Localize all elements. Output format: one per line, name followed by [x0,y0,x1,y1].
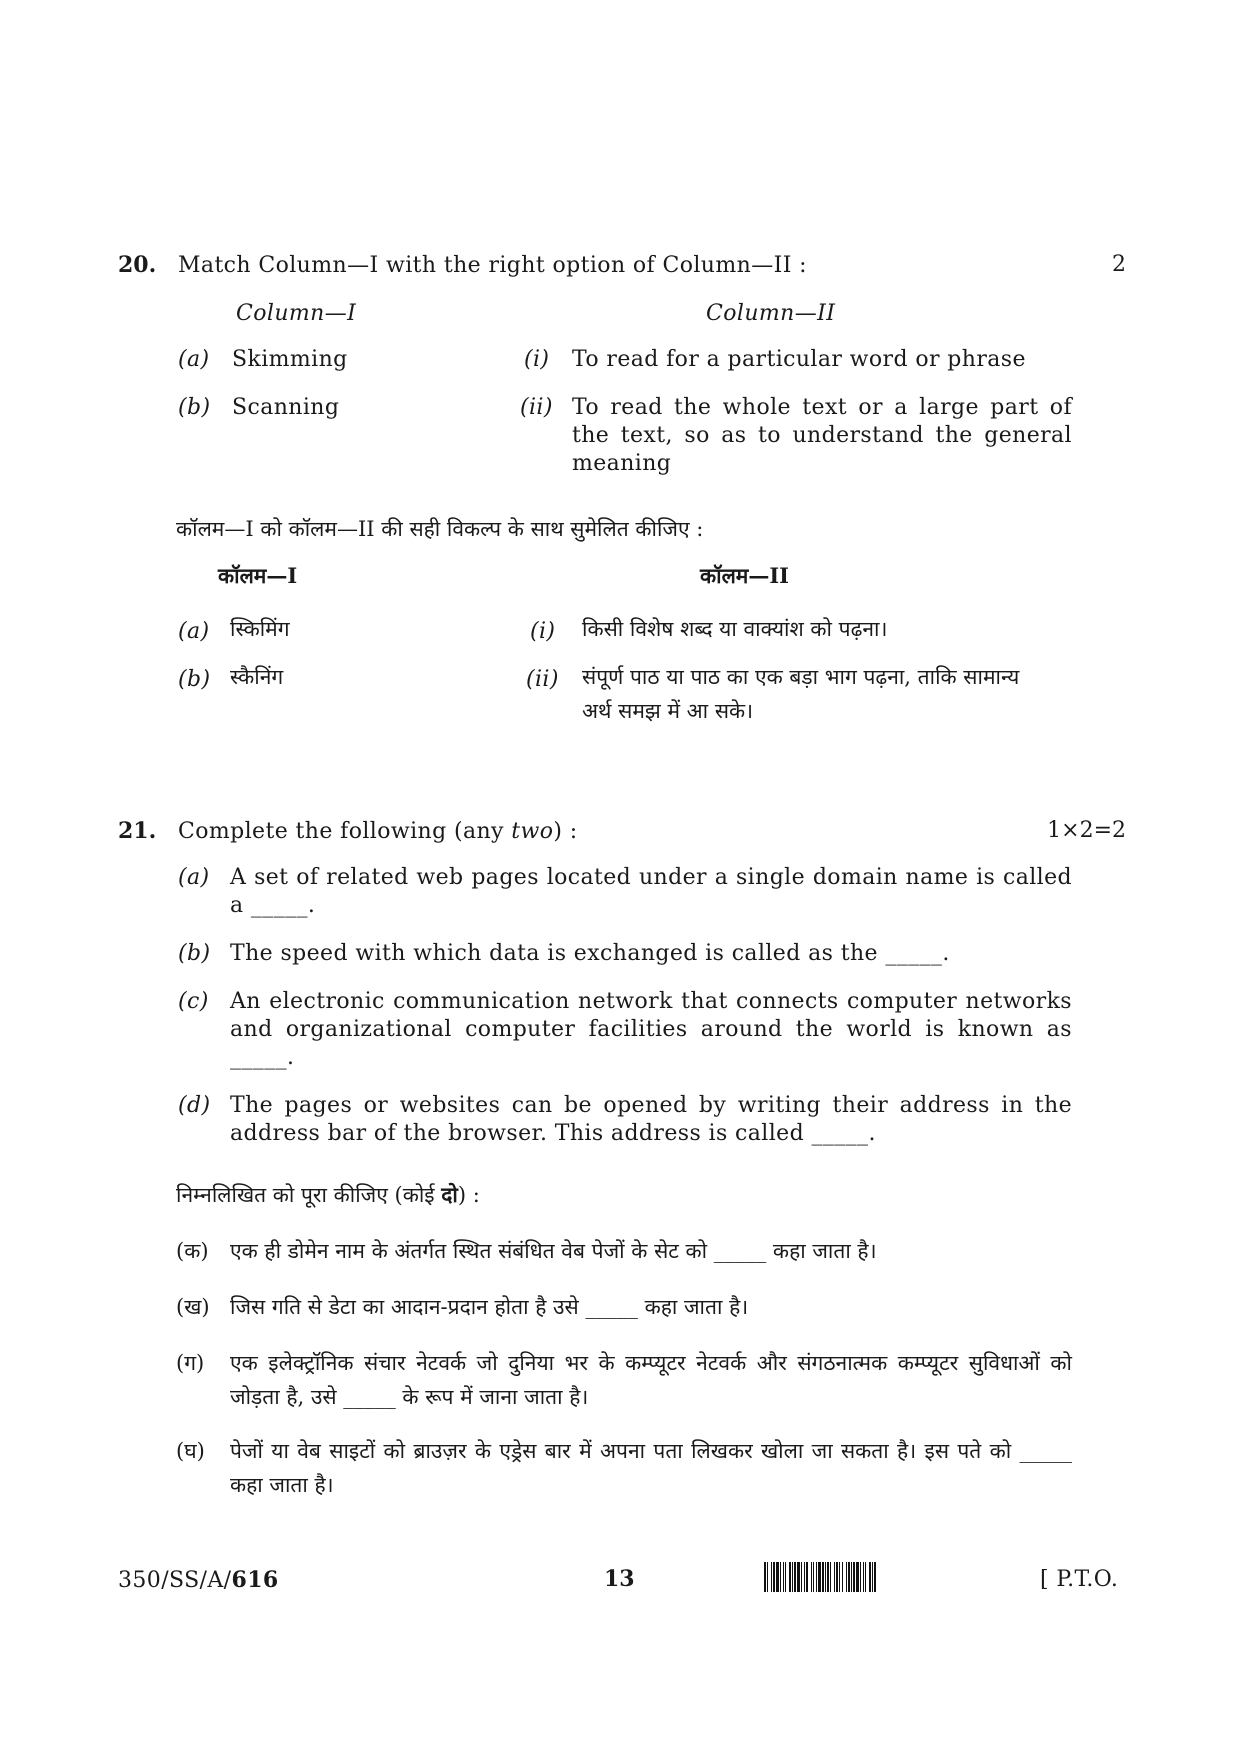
column-2-header: Column—II [706,301,836,326]
row-a-term: Skimming [232,347,348,372]
hindi-item-gha-label: (घ) [176,1439,205,1463]
hindi-row-b-option-label: (ii) [526,667,559,692]
row-b-option: To read the whole text or a large part of the text, so as to understand the general meaning [572,395,1072,476]
item-a-label: (a) [178,865,210,890]
question-21-marks: 1×2=2 [1047,818,1126,843]
hindi-row-b-option: संपूर्ण पाठ या पाठ का एक बड़ा भाग पढ़ना, ताकि सामान्य अर्थ समझ में आ सके। [582,665,1020,723]
question-number-21: 21. [118,818,157,844]
item-d-text: The pages or websites can be opened by writing their address in the address bar of the browser. This address is called _____. [230,1093,1072,1146]
hindi-column-2-header: कॉलम—II [700,563,790,588]
hindi-item-kha-text: जिस गति से डेटा का आदान-प्रदान होता है उसे _____ कहा जाता है। [230,1295,749,1319]
hindi-item-ga-text: एक इलेक्ट्रॉनिक संचार नेटवर्क जो दुनिया भर के कम्प्यूटर नेटवर्क और संगठनात्मक कम्प्यूटर सुविधाओं को जोड़ता है, उसे _____ के रूप में जाना जाता है। [230,1351,1072,1409]
row-a-label: (a) [178,347,210,372]
hindi-column-1-header: कॉलम—I [218,563,298,588]
hindi-item-ka-label: (क) [176,1239,209,1263]
hindi-item-kha-label: (ख) [176,1295,210,1319]
column-1-header: Column—I [236,301,357,326]
hindi-row-a-term: स्किमिंग [230,617,290,641]
hindi-item-ka-text: एक ही डोमेन नाम के अंतर्गत स्थित संबंधित वेब पेजों के सेट को _____ कहा जाता है। [230,1239,877,1263]
item-c-text: An electronic communication network that connects computer networks and organizational computer facilities around the world is known as _____. [230,989,1072,1070]
item-d-label: (d) [178,1093,211,1118]
hindi-row-a-option: किसी विशेष शब्द या वाक्यांश को पढ़ना। [582,617,888,641]
question-21-prompt: Complete the following (any two) : [178,819,578,844]
row-a-option-label: (i) [524,347,550,372]
page-number: 13 [604,1566,635,1592]
question-21-hindi-prompt: निम्नलिखित को पूरा कीजिए (कोई दो) : [176,1182,480,1207]
item-b-label: (b) [178,941,211,966]
question-20-prompt: Match Column—I with the right option of Column—II : [178,253,807,278]
question-number-20: 20. [118,252,157,278]
hindi-row-b-term: स्कैनिंग [230,665,284,689]
hindi-item-gha-text: पेजों या वेब साइटों को ब्राउज़र के एड्रेस बार में अपना पता लिखकर खोला जा सकता है। इस पते को _____ कहा जाता है। [230,1439,1072,1497]
hindi-row-a-option-label: (i) [530,619,556,644]
question-20-marks: 2 [1112,252,1126,277]
question-20-hindi-prompt: कॉलम—I को कॉलम—II की सही विकल्प के साथ सुमेलित कीजिए : [176,517,704,541]
barcode [764,1562,1024,1592]
row-b-option-label: (ii) [520,395,553,420]
paper-code: 350/SS/A/616 [118,1567,279,1593]
hindi-row-b-label: (b) [178,667,211,692]
row-b-label: (b) [178,395,211,420]
pto-label: [ P.T.O. [1040,1567,1119,1592]
row-b-term: Scanning [232,395,340,420]
item-b-text: The speed with which data is exchanged is called as the _____. [230,941,950,966]
item-c-label: (c) [178,989,209,1014]
item-a-text: A set of related web pages located under a single domain name is called a _____. [230,865,1072,918]
hindi-item-ga-label: (ग) [176,1351,205,1375]
row-a-option: To read for a particular word or phrase [572,347,1026,372]
hindi-row-a-label: (a) [178,619,210,644]
